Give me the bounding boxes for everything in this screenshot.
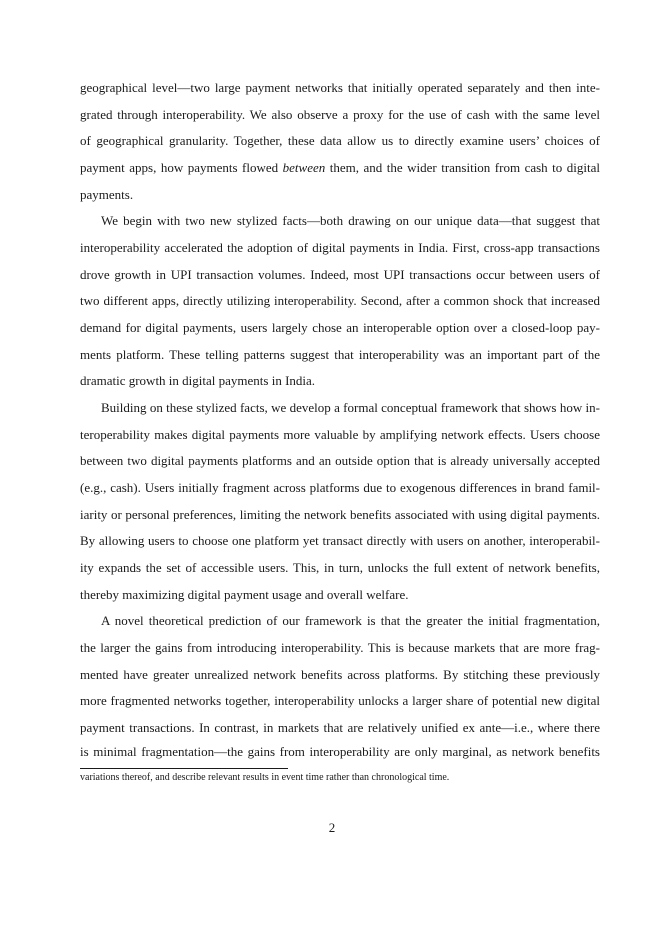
body-line: the larger the gains from introducing interoperability. This is because markets that are more frag- [80, 640, 600, 655]
body-line: payment transactions. In contrast, in markets that are relatively unified ex ante—i.e., where there [80, 720, 600, 735]
body-line: is minimal fragmentation—the gains from interoperability are only marginal, as network benefits [80, 744, 600, 759]
body-line: By allowing users to choose one platform yet transact directly with users on another, interoperabil- [80, 533, 600, 548]
body-line: payments. [80, 187, 134, 202]
body-line: thereby maximizing digital payment usage and overall welfare. [80, 587, 409, 602]
body-line: grated through interoperability. We also observe a proxy for the use of cash with the same level [80, 107, 600, 122]
body-line: (e.g., cash). Users initially fragment across platforms due to exogenous differences in brand famil- [80, 480, 600, 495]
body-line: Building on these stylized facts, we develop a formal conceptual framework that shows how in- [101, 400, 600, 415]
body-line: We begin with two new stylized facts—both drawing on our unique data—that suggest that [101, 213, 600, 228]
footnote-rule [80, 768, 288, 769]
body-line: A novel theoretical prediction of our framework is that the greater the initial fragmentation, [101, 613, 600, 628]
body-line: demand for digital payments, users largely chose an interoperable option over a closed-loop pay- [80, 320, 600, 335]
body-line: between two digital payments platforms and an outside option that is already universally accepted [80, 453, 600, 468]
body-text-segment: payment apps, how payments flowed [80, 160, 283, 175]
body-line: geographical level—two large payment networks that initially operated separately and then inte- [80, 80, 600, 95]
body-line: two different apps, directly utilizing interoperability. Second, after a common shock that increased [80, 293, 600, 308]
body-line: ity expands the set of accessible users. This, in turn, unlocks the full extent of network benefits, [80, 560, 600, 575]
emphasis-text: between [282, 160, 326, 175]
body-line: drove growth in UPI transaction volumes. Indeed, most UPI transactions occur between users of [80, 267, 600, 282]
body-line [80, 160, 600, 176]
body-line: dramatic growth in digital payments in India. [80, 373, 316, 388]
body-line: teroperability makes digital payments more valuable by amplifying network effects. Users choose [80, 427, 600, 442]
body-line: more fragmented networks together, interoperability unlocks a larger share of potential new digital [80, 693, 600, 708]
footnote-text: variations thereof, and describe relevant results in event time rather than chronological time. [80, 772, 450, 783]
body-line: iarity or personal preferences, limiting the network benefits associated with using digital payments. [80, 507, 600, 522]
body-line: interoperability accelerated the adoption of digital payments in India. First, cross-app transactions [80, 240, 600, 255]
body-line: mented have greater unrealized network benefits across platforms. By stitching these previously [80, 667, 600, 682]
body-line: ments platform. These telling patterns suggest that interoperability was an important part of the [80, 347, 600, 362]
body-line: of geographical granularity. Together, these data allow us to directly examine users’ choices of [80, 133, 600, 148]
page-number: 2 [328, 820, 336, 835]
body-text-segment: them, and the wider transition from cash to digital [325, 160, 600, 175]
